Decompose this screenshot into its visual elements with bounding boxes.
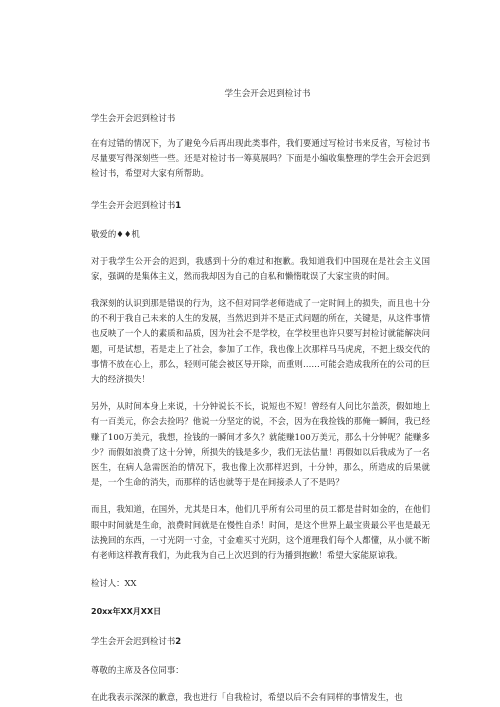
letter1-paragraph-4: 而且，我知道，在国外，尤其是日本，他们几乎所有公司里的员工都是昔时如金的，在他们眼中时间就是生命，浪费时间就是在慢性自杀！时间，是这个世界上最宝贵最公平也是最无法挽回的东西，一寸光阴一寸金，寸金难买寸光阴，这个道理我们每个人都懂，从小就不断有老师这样教育我们，为此我为自己上次迟到的行为播到抱歉！希望大家能原谅我。 — [91, 504, 430, 561]
letter2-paragraph-1: 在此我表示深深的歉意，我也进行「自我检讨，希望以后不会有同样的事情发生，也 — [91, 692, 403, 703]
letter2-heading-number: 2 — [175, 636, 182, 647]
document-title: 学生会开会迟到检讨书 — [224, 89, 311, 99]
letter1-heading-number: 1 — [175, 199, 182, 210]
letter1-salutation: 敬爱的♦♦机 — [91, 228, 140, 239]
letter1-paragraph-2: 我深刻的认识到那是错误的行为，这不但对同学老师造成了一定时间上的损失，而且也十分的不利于我自己未来的人生的发展，当然迟到并不是正式问题的所在，关键是，从这件事情也反映了一个人的素质和品质，因为社会不是学校，在学校里也许只要写封检讨就能解决问题，可是试想，若是走上了社会，参加了工作，我也像上次那样马马虎虎，不把上级交代的事情不放在心上，那么，轻则可能会被区导开除，而重则……可能会造成我所在的公司的巨大的经济损失！ — [91, 298, 430, 385]
intro-paragraph: 在有过错的情况下，为了避免今后再出现此类事件，我们要通过写检讨书来反省，写检讨书尽量要写得深刻些一些。还是对检讨书一筹莫展吗？下面是小编收集整理的学生会开会迟到检讨书，希望对大家有所帮助。 — [91, 138, 430, 179]
letter1-signer: 检讨人：XX — [91, 578, 137, 589]
intro-heading: 学生会开会迟到检讨书 — [91, 113, 176, 123]
letter2-heading-text: 学生会开会迟到检讨书 — [91, 636, 176, 647]
letter1-paragraph-3: 另外，从时间本身上来说，十分钟说长不长，说短也不短！曾经有人问比尔盖茨，假如地上有一百美元，你会去捡吗？他说一分坚定的说，不会，因为在我捡钱的那俺一瞬间，我已经赚了100万美元，我想，捡钱的一瞬间才多久？就能赚100万美元，那么十分钟呢？能赚多少？而假如浪费了这十分钟，所损失的钱是多少，我们无法估量！再假如以后我成为了一名医生，在病人急需医治的情况下，我也像上次那样迟到，十分钟，那么，所造成的后果就是，一个生命的消失，而那样的话也就等于是在间接杀人了不是吗？ — [91, 401, 430, 488]
letter2-salutation: 尊敬的主席及各位同事： — [91, 665, 184, 676]
letter2-heading — [91, 635, 430, 647]
letter1-heading-text: 学生会开会迟到检讨书 — [91, 199, 176, 210]
letter1-paragraph-1: 对于我学生公开会的迟到，我感到十分的难过和抱歉。我知道我们中国现在是社会主义国家，强调的是集体主义，然而我却因为自己的自私和懒惰耽误了大家宝贵的时间。 — [91, 255, 430, 281]
letter1-date: 20xx年XX月XX日 — [91, 607, 162, 617]
letter1-heading — [91, 199, 430, 211]
